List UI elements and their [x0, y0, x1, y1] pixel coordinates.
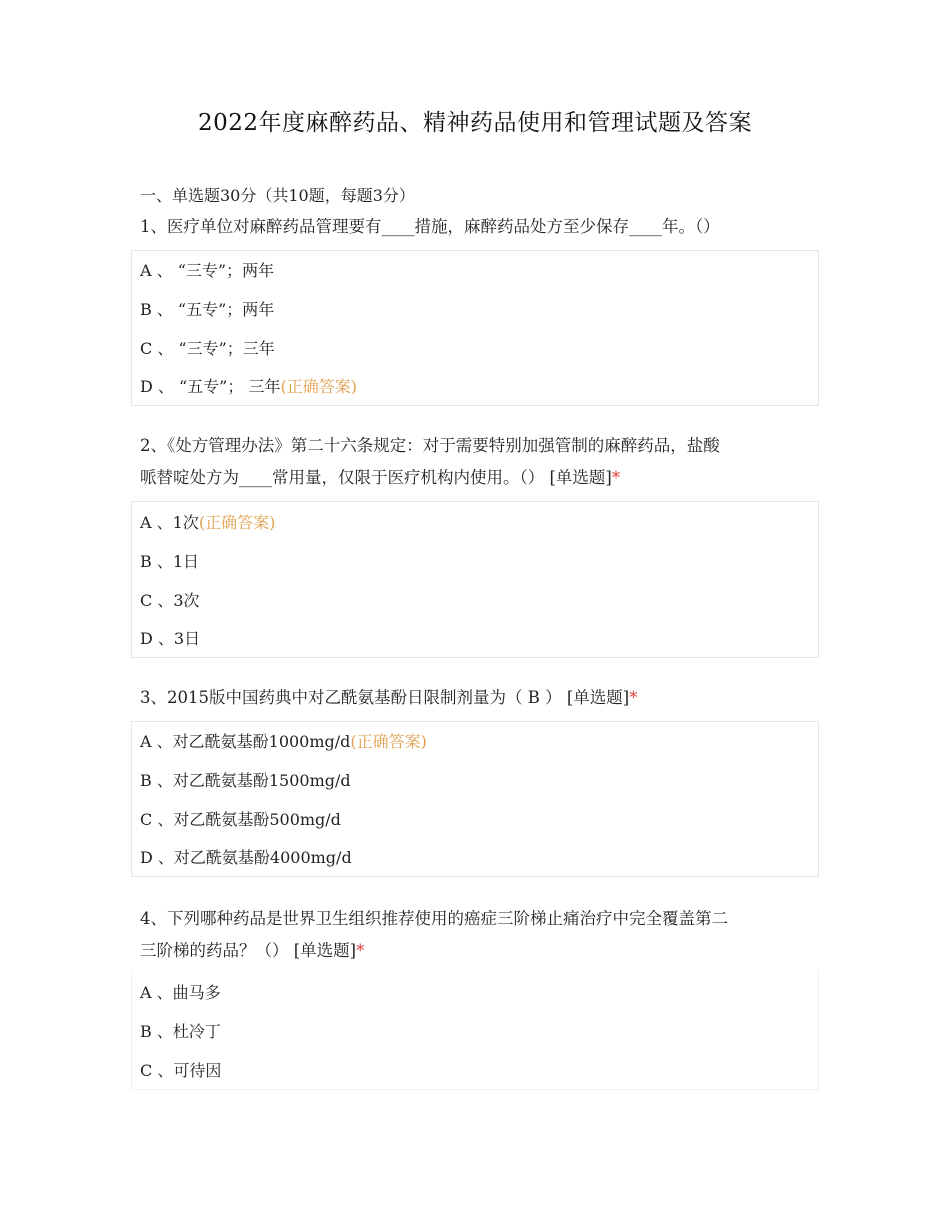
option-1c[interactable]: C 、 “三专”；三年	[140, 339, 275, 358]
question-1-text	[140, 211, 812, 243]
question-4-options	[131, 970, 819, 1090]
option-3d[interactable]: D 、对乙酰氨基酚4000mg/d	[140, 848, 352, 867]
required-mark: *	[629, 688, 638, 707]
correct-answer-label: (正确答案)	[350, 732, 427, 751]
question-4-line-1: 4、下列哪种药品是世界卫生组织推荐使用的癌症三阶梯止痛治疗中完全覆盖第二	[140, 909, 728, 928]
option-2a[interactable]: A 、1次(正确答案)	[140, 513, 276, 532]
option-3c[interactable]: C 、对乙酰氨基酚500mg/d	[140, 810, 341, 829]
question-2-line-1: 2、《处方管理办法》第二十六条规定：对于需要特别加强管制的麻醉药品，盐酸	[140, 436, 720, 455]
question-3-options	[131, 721, 819, 877]
question-2-text	[140, 430, 812, 494]
document-title: 2022年度麻醉药品、精神药品使用和管理试题及答案	[197, 110, 753, 136]
option-1a[interactable]: A 、 “三专”；两年	[140, 261, 275, 280]
option-4a[interactable]: A 、曲马多	[140, 983, 221, 1002]
required-mark: *	[356, 941, 365, 960]
option-1d[interactable]: D 、 “五专”； 三年(正确答案)	[140, 377, 357, 396]
question-type-label: [单选题]	[561, 688, 630, 707]
option-4b[interactable]: B 、杜冷丁	[140, 1022, 221, 1041]
question-1-options	[131, 250, 819, 406]
question-3-text: 3、2015版中国药典中对乙酰氨基酚日限制剂量为（ B ） [单选题]*	[140, 688, 638, 707]
question-2-options	[131, 501, 819, 658]
correct-answer-label: (正确答案)	[280, 377, 357, 396]
question-4-line-2: 三阶梯的药品？（） [单选题]*	[140, 941, 365, 960]
option-3a[interactable]: A 、对乙酰氨基酚1000mg/d(正确答案)	[140, 732, 427, 751]
option-1b[interactable]: B 、 “五专”；两年	[140, 300, 275, 319]
question-1-line-1: 1、医疗单位对麻醉药品管理要有____措施，麻醉药品处方至少保存____年。（）	[140, 217, 720, 236]
option-2c[interactable]: C 、3次	[140, 591, 200, 610]
question-type-label: [单选题]	[288, 941, 357, 960]
question-2-line-2: 哌替啶处方为____常用量，仅限于医疗机构内使用。（） [单选题]*	[140, 468, 621, 487]
question-4-text	[140, 903, 812, 967]
option-3b[interactable]: B 、对乙酰氨基酚1500mg/d	[140, 771, 351, 790]
correct-answer-label: (正确答案)	[198, 513, 276, 532]
question-type-label: [单选题]	[544, 468, 612, 487]
option-4c[interactable]: C 、可待因	[140, 1061, 222, 1080]
required-mark: *	[611, 468, 621, 487]
option-2b[interactable]: B 、1日	[140, 552, 200, 571]
option-2d[interactable]: D 、3日	[140, 629, 201, 648]
section-header: 一、单选题30分（共10题，每题3分）	[140, 186, 415, 205]
